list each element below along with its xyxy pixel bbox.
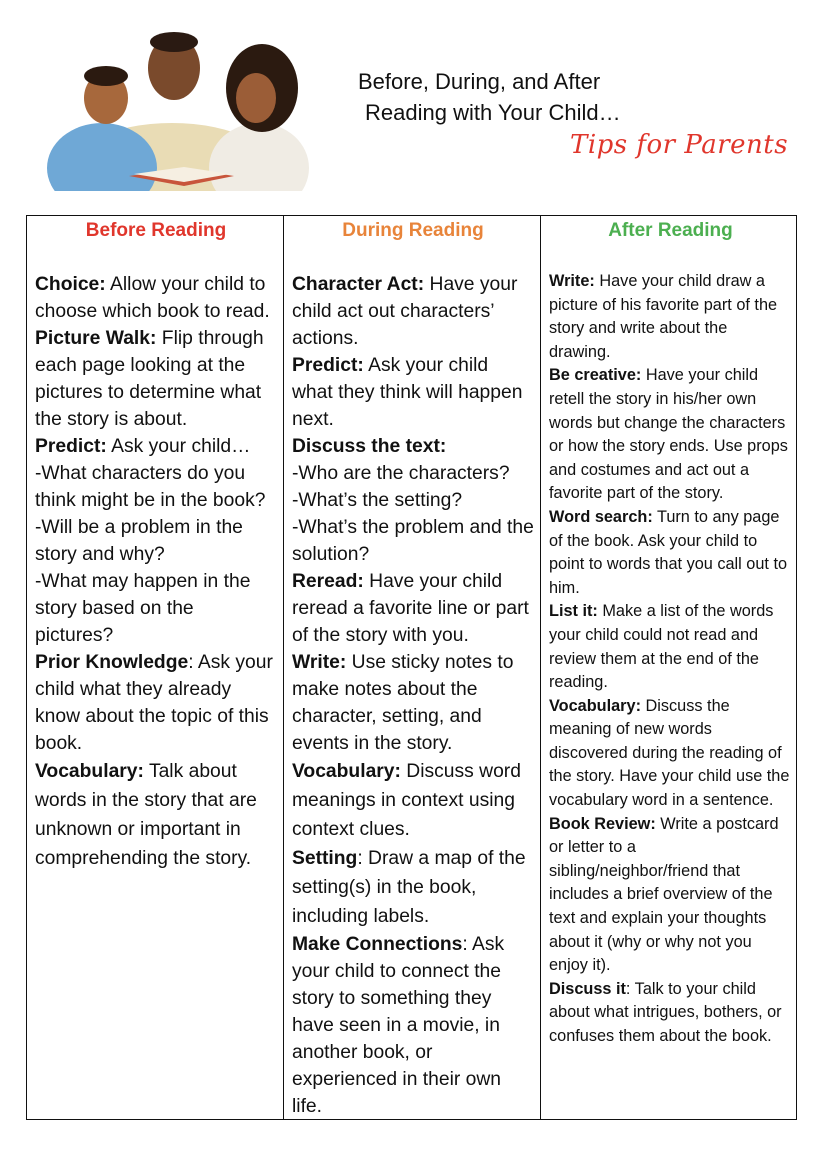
tip-text: -What characters do you think might be in the book? [35, 463, 266, 511]
tip-text: Have your child retell the story in his/her own words but change the characters or how the story ends. Use props and costumes and act out a favorite part of the story. [549, 366, 788, 503]
tip-label: Vocabulary: [35, 761, 144, 782]
title-line-1: Before, During, and After [358, 69, 601, 94]
tip-label: Choice: [35, 274, 106, 295]
tip-text: : Draw a map of the setting(s) in the book, including labels. [292, 848, 526, 927]
tip-label: Word search: [549, 507, 653, 526]
tip-entry [35, 649, 277, 757]
tip-text: Turn to any page of the book. Ask your child to point to words that you call out to him. [549, 507, 788, 597]
tip-label: Vocabulary: [292, 761, 401, 782]
tip-text: Discuss word meanings in context using context clues. [292, 761, 521, 840]
tip-text: Have your child draw a picture of his favorite part of the story and write about the drawing. [549, 272, 778, 361]
tip-entry [292, 271, 534, 352]
tip-label: Make Connections [292, 934, 463, 955]
tip-entry [292, 433, 534, 460]
tip-entry [292, 487, 534, 514]
tip-text: -What may happen in the story based on the pictures? [35, 571, 251, 646]
tip-entry [292, 514, 534, 568]
tip-text: Flip through each page looking at the pictures to determine what the story is about. [35, 328, 264, 430]
tip-label: Picture Walk: [35, 328, 157, 349]
column-during-reading [284, 216, 541, 1119]
column-body [549, 270, 792, 1049]
tip-text: : Talk to your child about what intrigues, bothers, or confuses them about the book. [549, 979, 782, 1045]
tip-entry [292, 844, 534, 931]
tip-entry [292, 460, 534, 487]
tip-text: Talk about words in the story that are unknown or important in comprehending the story. [35, 761, 257, 869]
tip-entry [549, 813, 792, 978]
tip-text: Discuss the meaning of new words discovered during the reading of the story. Have your child use the vocabulary word in a sentence. [549, 696, 790, 810]
tip-label: Prior Knowledge [35, 652, 189, 673]
tip-entry [35, 460, 277, 514]
tip-entry [549, 978, 792, 1049]
tip-entry [292, 649, 534, 757]
tip-label: Discuss it [549, 979, 626, 998]
tip-text: : Ask your child to connect the story to something they have seen in a movie, in another book, or experienced in their own life. [292, 934, 505, 1117]
tip-label: Book Review: [549, 814, 656, 833]
column-after-reading [541, 216, 796, 1119]
tip-label: Character Act: [292, 274, 425, 295]
tip-label: Write: [292, 652, 347, 673]
tip-label: Predict: [292, 355, 364, 376]
tip-text: Have your child reread a favorite line or part of the story with you. [292, 571, 529, 646]
tip-text: Allow your child to choose which book to read. [35, 274, 270, 322]
column-heading: During Reading [342, 220, 484, 241]
column-before-reading [27, 216, 284, 1119]
tip-text: -Will be a problem in the story and why? [35, 517, 243, 565]
tip-entry [549, 364, 792, 506]
tip-entry [35, 433, 277, 460]
tip-label: Be creative: [549, 366, 642, 385]
tip-text: Ask your child what they think will happen next. [292, 355, 523, 430]
tip-entry [549, 270, 792, 364]
header-photo-parent-reading-with-children [34, 28, 318, 191]
tip-text: Have your child act out characters’ actions. [292, 274, 518, 349]
tip-entry [35, 757, 277, 873]
column-body [35, 271, 277, 873]
tip-text: -Who are the characters? [292, 463, 510, 484]
tip-label: Write: [549, 272, 595, 290]
column-heading: After Reading [608, 220, 733, 241]
tip-entry [549, 506, 792, 600]
tip-entry [549, 695, 792, 813]
column-heading: Before Reading [85, 220, 227, 241]
page-title [358, 66, 621, 128]
tip-label: Vocabulary: [549, 696, 641, 715]
reading-tips-table [26, 215, 797, 1120]
tip-label: Predict: [35, 436, 107, 457]
tip-entry [35, 514, 277, 568]
tip-entry [292, 757, 534, 844]
tip-entry [292, 931, 534, 1119]
tip-label: List it: [549, 602, 598, 621]
tip-entry [35, 325, 277, 433]
tip-entry [35, 568, 277, 649]
tip-text: Make a list of the words your child could not read and review them at the end of the reading. [549, 602, 774, 692]
tip-entry [549, 600, 792, 694]
tip-label: Setting [292, 848, 358, 869]
tip-text: Ask your child… [106, 436, 251, 457]
tip-text: Use sticky notes to make notes about the character, setting, and events in the story. [292, 652, 514, 754]
page-subtitle: Tips for Parents [570, 130, 789, 160]
tip-label: Discuss the text: [292, 436, 447, 457]
tip-entry [292, 568, 534, 649]
tip-entry [292, 352, 534, 433]
tip-text: -What’s the setting? [292, 490, 463, 511]
tip-entry [35, 271, 277, 325]
title-line-2: Reading with Your Child… [365, 100, 621, 125]
tip-text: : Ask your child what they already know about the topic of this book. [35, 652, 273, 754]
column-body [292, 271, 534, 1119]
tip-label: Reread: [292, 571, 364, 592]
tip-text: Write a postcard or letter to a sibling/neighbor/friend that includes a brief overview of the text and explain your thoughts about it (why or why not you enjoy it). [549, 814, 779, 975]
tip-text: -What’s the problem and the solution? [292, 517, 534, 565]
